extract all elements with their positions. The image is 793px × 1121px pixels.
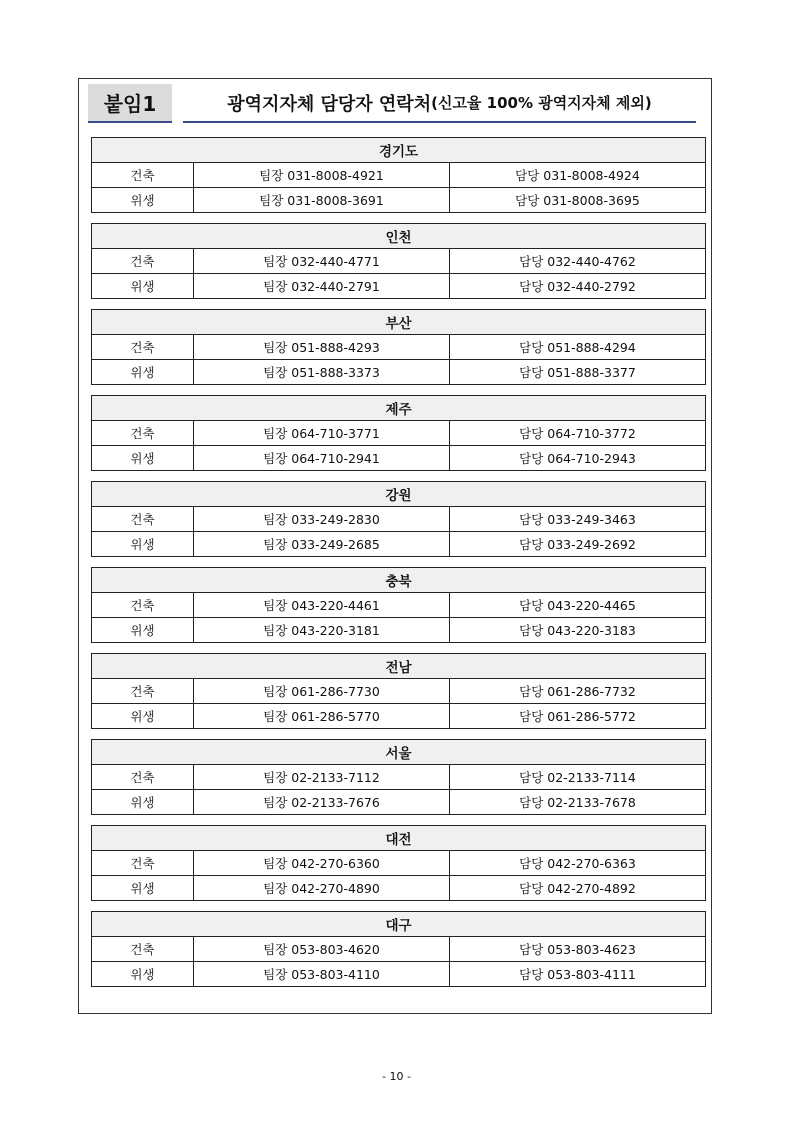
staff-phone-cell: 담당 064-710-2943 — [450, 446, 706, 471]
department-cell: 건축 — [92, 335, 194, 360]
team-leader-phone-cell: 팀장 02-2133-7676 — [194, 790, 450, 815]
region-header-row — [92, 396, 706, 421]
team-leader-phone-cell: 팀장 064-710-3771 — [194, 421, 450, 446]
staff-phone-cell: 담당 064-710-3772 — [450, 421, 706, 446]
table-row — [92, 876, 706, 901]
department-cell: 위생 — [92, 618, 194, 643]
region-name: 경기도 — [92, 138, 706, 163]
staff-phone-cell: 담당 032-440-2792 — [450, 274, 706, 299]
staff-phone-cell: 담당 043-220-3183 — [450, 618, 706, 643]
table-row — [92, 446, 706, 471]
team-leader-phone-cell: 팀장 061-286-7730 — [194, 679, 450, 704]
team-leader-phone-cell: 팀장 031-8008-4921 — [194, 163, 450, 188]
region-header-row — [92, 224, 706, 249]
team-leader-phone-cell: 팀장 051-888-3373 — [194, 360, 450, 385]
team-leader-phone-cell: 팀장 051-888-4293 — [194, 335, 450, 360]
table-row — [92, 163, 706, 188]
region-header-row — [92, 310, 706, 335]
team-leader-phone-cell: 팀장 031-8008-3691 — [194, 188, 450, 213]
department-cell: 건축 — [92, 851, 194, 876]
page-title — [183, 84, 696, 123]
staff-phone-cell: 담당 02-2133-7678 — [450, 790, 706, 815]
table-row — [92, 618, 706, 643]
region-table — [91, 395, 706, 471]
table-row — [92, 507, 706, 532]
department-cell: 위생 — [92, 790, 194, 815]
region-header-row — [92, 740, 706, 765]
region-table — [91, 567, 706, 643]
table-row — [92, 790, 706, 815]
region-name: 강원 — [92, 482, 706, 507]
staff-phone-cell: 담당 042-270-4892 — [450, 876, 706, 901]
region-table — [91, 653, 706, 729]
team-leader-phone-cell: 팀장 064-710-2941 — [194, 446, 450, 471]
region-header-row — [92, 138, 706, 163]
table-row — [92, 360, 706, 385]
region-name: 대구 — [92, 912, 706, 937]
staff-phone-cell: 담당 032-440-4762 — [450, 249, 706, 274]
table-row — [92, 765, 706, 790]
staff-phone-cell: 담당 061-286-7732 — [450, 679, 706, 704]
staff-phone-cell: 담당 051-888-4294 — [450, 335, 706, 360]
region-table — [91, 481, 706, 557]
region-name: 부산 — [92, 310, 706, 335]
table-row — [92, 249, 706, 274]
team-leader-phone-cell: 팀장 053-803-4620 — [194, 937, 450, 962]
region-table — [91, 137, 706, 213]
staff-phone-cell: 담당 033-249-2692 — [450, 532, 706, 557]
table-row — [92, 593, 706, 618]
page-number: - 10 - — [382, 1070, 411, 1083]
region-header-row — [92, 568, 706, 593]
title-main: 광역지자체 담당자 연락처 — [227, 93, 432, 115]
department-cell: 위생 — [92, 188, 194, 213]
department-cell: 위생 — [92, 274, 194, 299]
staff-phone-cell: 담당 061-286-5772 — [450, 704, 706, 729]
department-cell: 위생 — [92, 962, 194, 987]
staff-phone-cell: 담당 031-8008-4924 — [450, 163, 706, 188]
region-header-row — [92, 654, 706, 679]
attachment-tag: 붙임1 — [88, 84, 172, 123]
department-cell: 위생 — [92, 360, 194, 385]
region-table — [91, 309, 706, 385]
department-cell: 위생 — [92, 876, 194, 901]
department-cell: 건축 — [92, 421, 194, 446]
table-row — [92, 335, 706, 360]
team-leader-phone-cell: 팀장 02-2133-7112 — [194, 765, 450, 790]
region-name: 인천 — [92, 224, 706, 249]
team-leader-phone-cell: 팀장 043-220-3181 — [194, 618, 450, 643]
region-name: 제주 — [92, 396, 706, 421]
contact-tables — [91, 137, 705, 997]
department-cell: 건축 — [92, 507, 194, 532]
table-row — [92, 679, 706, 704]
table-row — [92, 704, 706, 729]
region-header-row — [92, 482, 706, 507]
region-name: 대전 — [92, 826, 706, 851]
staff-phone-cell: 담당 053-803-4623 — [450, 937, 706, 962]
staff-phone-cell: 담당 033-249-3463 — [450, 507, 706, 532]
team-leader-phone-cell: 팀장 032-440-2791 — [194, 274, 450, 299]
staff-phone-cell: 담당 02-2133-7114 — [450, 765, 706, 790]
region-name: 서울 — [92, 740, 706, 765]
table-row — [92, 188, 706, 213]
department-cell: 위생 — [92, 446, 194, 471]
title-subtitle: (신고율 100% 광역지자체 제외) — [431, 94, 652, 112]
department-cell: 건축 — [92, 679, 194, 704]
team-leader-phone-cell: 팀장 042-270-4890 — [194, 876, 450, 901]
team-leader-phone-cell: 팀장 033-249-2685 — [194, 532, 450, 557]
region-table — [91, 739, 706, 815]
region-name: 충북 — [92, 568, 706, 593]
region-table — [91, 825, 706, 901]
department-cell: 건축 — [92, 163, 194, 188]
staff-phone-cell: 담당 031-8008-3695 — [450, 188, 706, 213]
table-row — [92, 274, 706, 299]
table-row — [92, 962, 706, 987]
team-leader-phone-cell: 팀장 032-440-4771 — [194, 249, 450, 274]
region-header-row — [92, 912, 706, 937]
team-leader-phone-cell: 팀장 043-220-4461 — [194, 593, 450, 618]
region-table — [91, 911, 706, 987]
team-leader-phone-cell: 팀장 061-286-5770 — [194, 704, 450, 729]
table-row — [92, 421, 706, 446]
team-leader-phone-cell: 팀장 042-270-6360 — [194, 851, 450, 876]
staff-phone-cell: 담당 043-220-4465 — [450, 593, 706, 618]
region-table — [91, 223, 706, 299]
region-name: 전남 — [92, 654, 706, 679]
team-leader-phone-cell: 팀장 053-803-4110 — [194, 962, 450, 987]
table-row — [92, 937, 706, 962]
table-row — [92, 851, 706, 876]
page-header — [88, 84, 696, 123]
department-cell: 건축 — [92, 593, 194, 618]
staff-phone-cell: 담당 051-888-3377 — [450, 360, 706, 385]
department-cell: 건축 — [92, 937, 194, 962]
table-row — [92, 532, 706, 557]
department-cell: 위생 — [92, 532, 194, 557]
region-header-row — [92, 826, 706, 851]
department-cell: 건축 — [92, 765, 194, 790]
department-cell: 위생 — [92, 704, 194, 729]
staff-phone-cell: 담당 042-270-6363 — [450, 851, 706, 876]
department-cell: 건축 — [92, 249, 194, 274]
team-leader-phone-cell: 팀장 033-249-2830 — [194, 507, 450, 532]
staff-phone-cell: 담당 053-803-4111 — [450, 962, 706, 987]
